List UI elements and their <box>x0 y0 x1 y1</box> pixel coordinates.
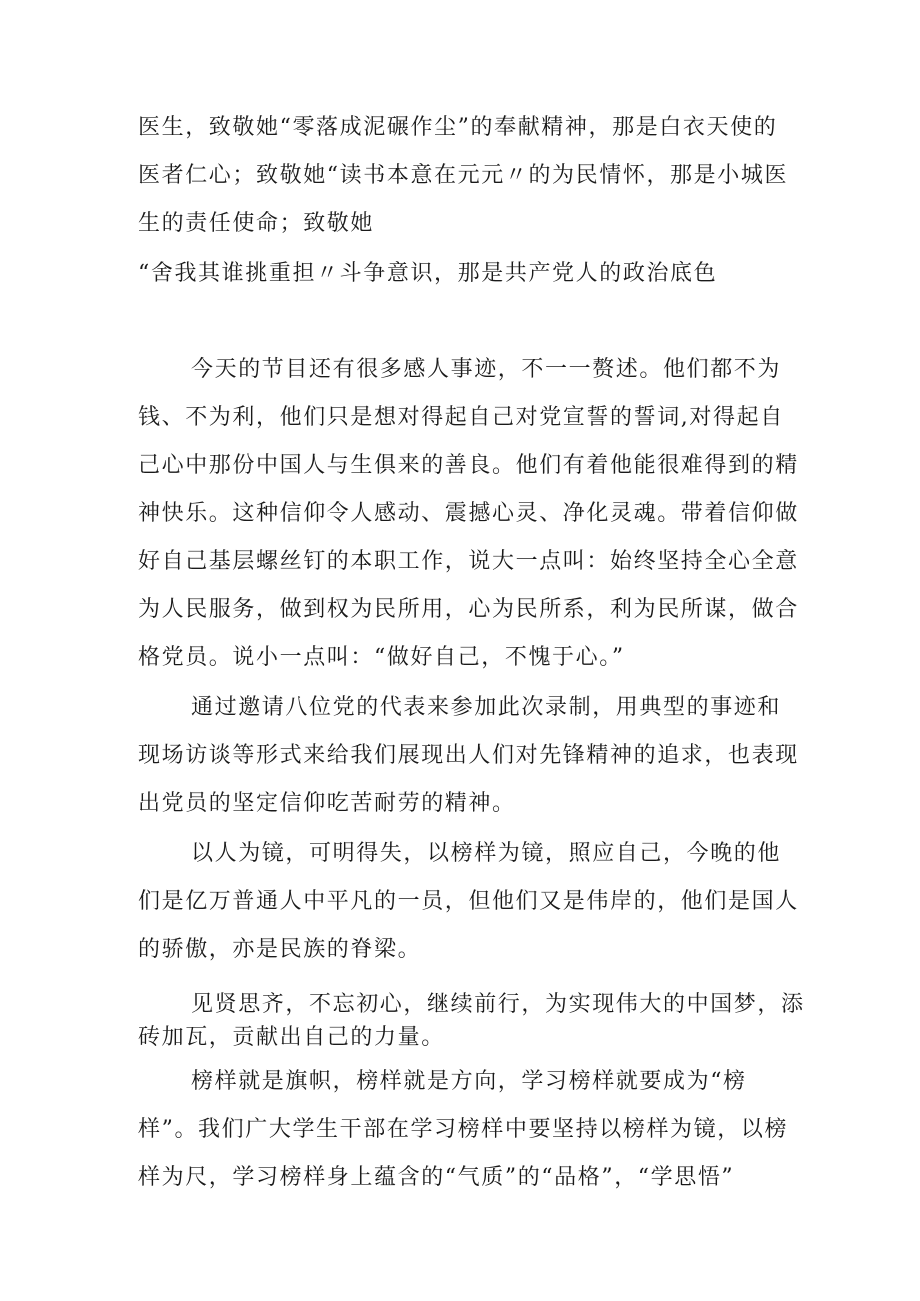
text-line-12: 通过邀请八位党的代表来参加此次录制，用典型的事迹和 <box>191 695 782 720</box>
text-line-16: 们是亿万普通人中平凡的一员，但他们又是伟岸的，他们是国人 <box>138 889 799 914</box>
text-line-7: 己心中那份中国人与生俱来的善良。他们有着他能很难得到的精 <box>138 453 799 478</box>
text-line-10: 为人民服务，做到权为民所用，心为民所系，利为民所谋，做合 <box>138 597 799 622</box>
text-line-1: 医生，致敬她“零落成泥碾作尘”的奉献精神，那是白衣天使的 <box>138 115 778 140</box>
text-line-20: 榜样就是旗帜，榜样就是方向，学习榜样就要成为“榜 <box>191 1069 747 1094</box>
text-line-4: “舍我其谁挑重担〃斗争意识，那是共产党人的政治底色 <box>138 261 718 286</box>
text-line-11: 格党员。说小一点叫：“做好自己，不愧于心。” <box>138 645 625 670</box>
text-line-17: 的骄傲，亦是民族的脊梁。 <box>138 937 422 962</box>
text-line-18: 见贤思齐，不忘初心，继续前行，为实现伟大的中国梦，添 <box>191 992 805 1017</box>
text-line-3: 生的责任使命；致敬她 <box>138 211 375 236</box>
text-line-19: 砖加瓦，贡献出自己的力量。 <box>138 1025 445 1050</box>
text-line-2: 医者仁心；致敬她“读书本意在元元〃的为民情怀，那是小城医 <box>138 163 789 188</box>
text-line-5: 今天的节目还有很多感人事迹，不一一赘述。他们都不为 <box>191 357 782 382</box>
text-line-14: 出党员的坚定信仰吃苦耐劳的精神。 <box>138 791 516 816</box>
text-line-15: 以人为镜，可明得失，以榜样为镜，照应自己，今晚的他 <box>191 841 782 866</box>
text-line-8: 神快乐。这种信仰令人感动、震撼心灵、净化灵魂。带着信仰做 <box>138 501 799 526</box>
text-line-22: 样为尺，学习榜样身上蕴含的“气质”的“品格”，“学思悟” <box>138 1165 735 1190</box>
text-line-21: 样”。我们广大学生干部在学习榜样中要坚持以榜样为镜，以榜 <box>138 1117 789 1142</box>
text-line-6: 钱、不为利，他们只是想对得起自己对党宣誓的誓词,对得起自 <box>138 405 784 430</box>
text-line-9: 好自己基层螺丝钉的本职工作，说大一点叫：始终坚持全心全意 <box>138 549 799 574</box>
text-line-13: 现场访谈等形式来给我们展现出人们对先锋精神的追求，也表现 <box>138 743 799 768</box>
